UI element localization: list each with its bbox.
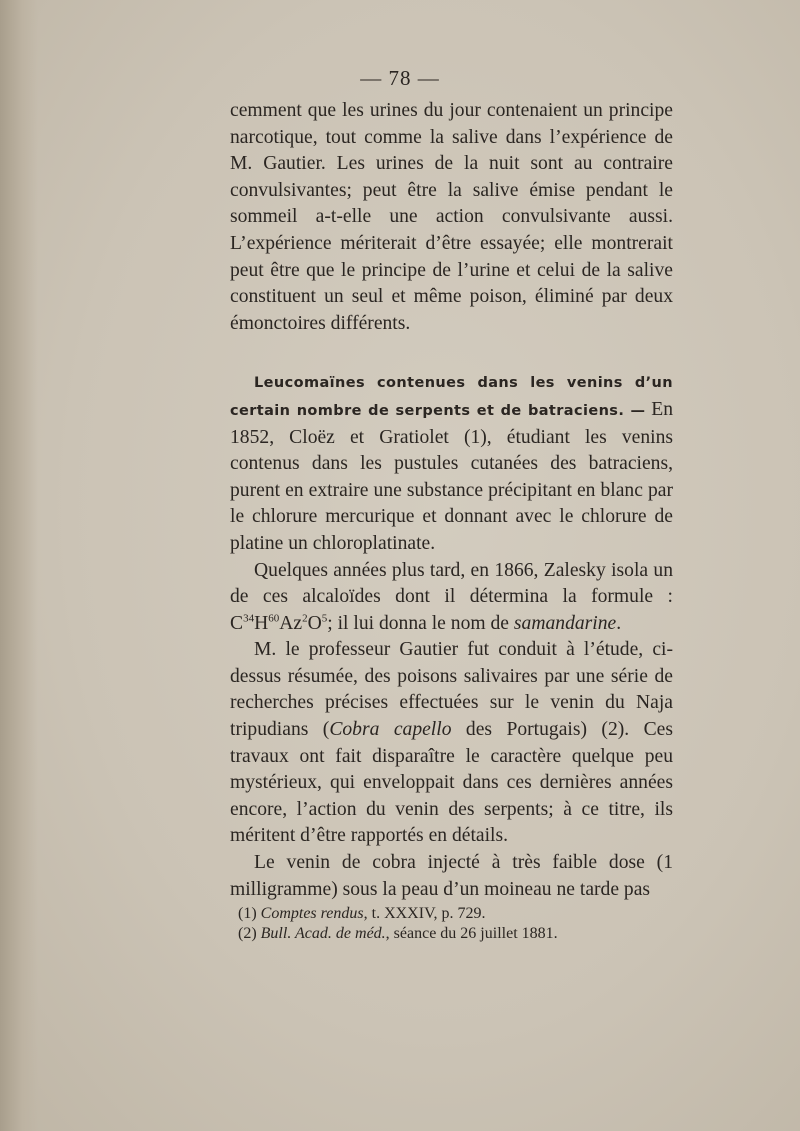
page-number: — 78 — [360, 66, 440, 90]
footnote-1-ref: , t. XXXIV, p. 729. [363, 905, 486, 922]
paragraph-section-intro [230, 369, 673, 557]
samandarine-name: samandarine [513, 612, 617, 634]
formula-az: Az [279, 612, 303, 634]
footnote-2 [238, 924, 678, 944]
gautier-text-2: des Portugais) (2). Ces travaux ont fait disparaître le caractère quelque peu mystérieux, qui enveloppait dans ces dernières années encore, l’action du venin des serpents; à ce titre, ils méritent d’être rapportés en détails. [230, 719, 673, 847]
footnote-1 [238, 904, 678, 924]
zalesky-text-after: ; il lui donna le nom de [327, 612, 510, 634]
formula-c-index: 34 [243, 612, 255, 625]
formula-o: O [307, 612, 322, 634]
body-text [230, 98, 673, 903]
zalesky-end: . [616, 612, 622, 634]
formula-az-index: 2 [302, 612, 308, 625]
cobra-capello: Cobra capello [329, 719, 452, 741]
footnote-2-source: Bull. Acad. de méd. [260, 925, 386, 942]
paragraph-cobra: Le venin de cobra injecté à très faible dose (1 milligramme) sous la peau d’un moineau ne tarde pas [230, 852, 673, 900]
section-heading: Leucomaïnes contenues dans les venins d’un certain nombre de serpents et de batraciens. — [230, 375, 673, 419]
formula-o-index: 5 [321, 612, 328, 625]
footnotes [238, 904, 678, 944]
zalesky-text: Quelques années plus tard, en 1866, Zalesky isola un de ces alcaloïdes dont il détermina la formule : [230, 559, 673, 608]
paragraph-gautier [230, 637, 673, 850]
footnote-1-source: Comptes rendus [260, 905, 364, 922]
page-edge-shadow [0, 0, 38, 1131]
footnote-2-ref: , séance du 26 juillet 1881. [385, 925, 558, 942]
formula-h: H [254, 612, 269, 634]
footnote-1-mark: (1) [238, 905, 257, 922]
paragraph-zalesky [230, 558, 673, 638]
footnote-2-mark: (2) [238, 925, 257, 942]
section-heading-text: En 1852, Cloëz et Gratiolet (1), étudiant les venins contenus dans les pustules cutanées des batraciens, purent en extraire une substance précipitant en blanc par le chlorure mercurique et donnant avec le chlorure de platine un chloroplatinate. [230, 398, 673, 554]
chemical-formula [230, 613, 327, 634]
formula-c: C [230, 612, 244, 634]
section-gap [230, 337, 673, 369]
formula-h-index: 60 [268, 612, 280, 625]
gautier-text-1: M. le professeur Gautier fut conduit à l’étude, ci-dessus résumée, des poisons salivaires par une série de recherches précises effectuées sur le venin du Naja tripudians ( [230, 639, 673, 741]
paragraph-continued: cemment que les urines du jour contenaient un principe narcotique, tout comme la salive dans l’expérience de M. Gautier. Les urines de la nuit sont au contraire convulsivantes; peut être la salive émise pendant le sommeil a-t-elle une action convulsivante aussi. L’expérience mériterait d’être essayée; elle montrerait peut être que le principe de l’urine et celui de la salive constituent un seul et même poison, éliminé par deux émonctoires différents. [230, 100, 673, 334]
